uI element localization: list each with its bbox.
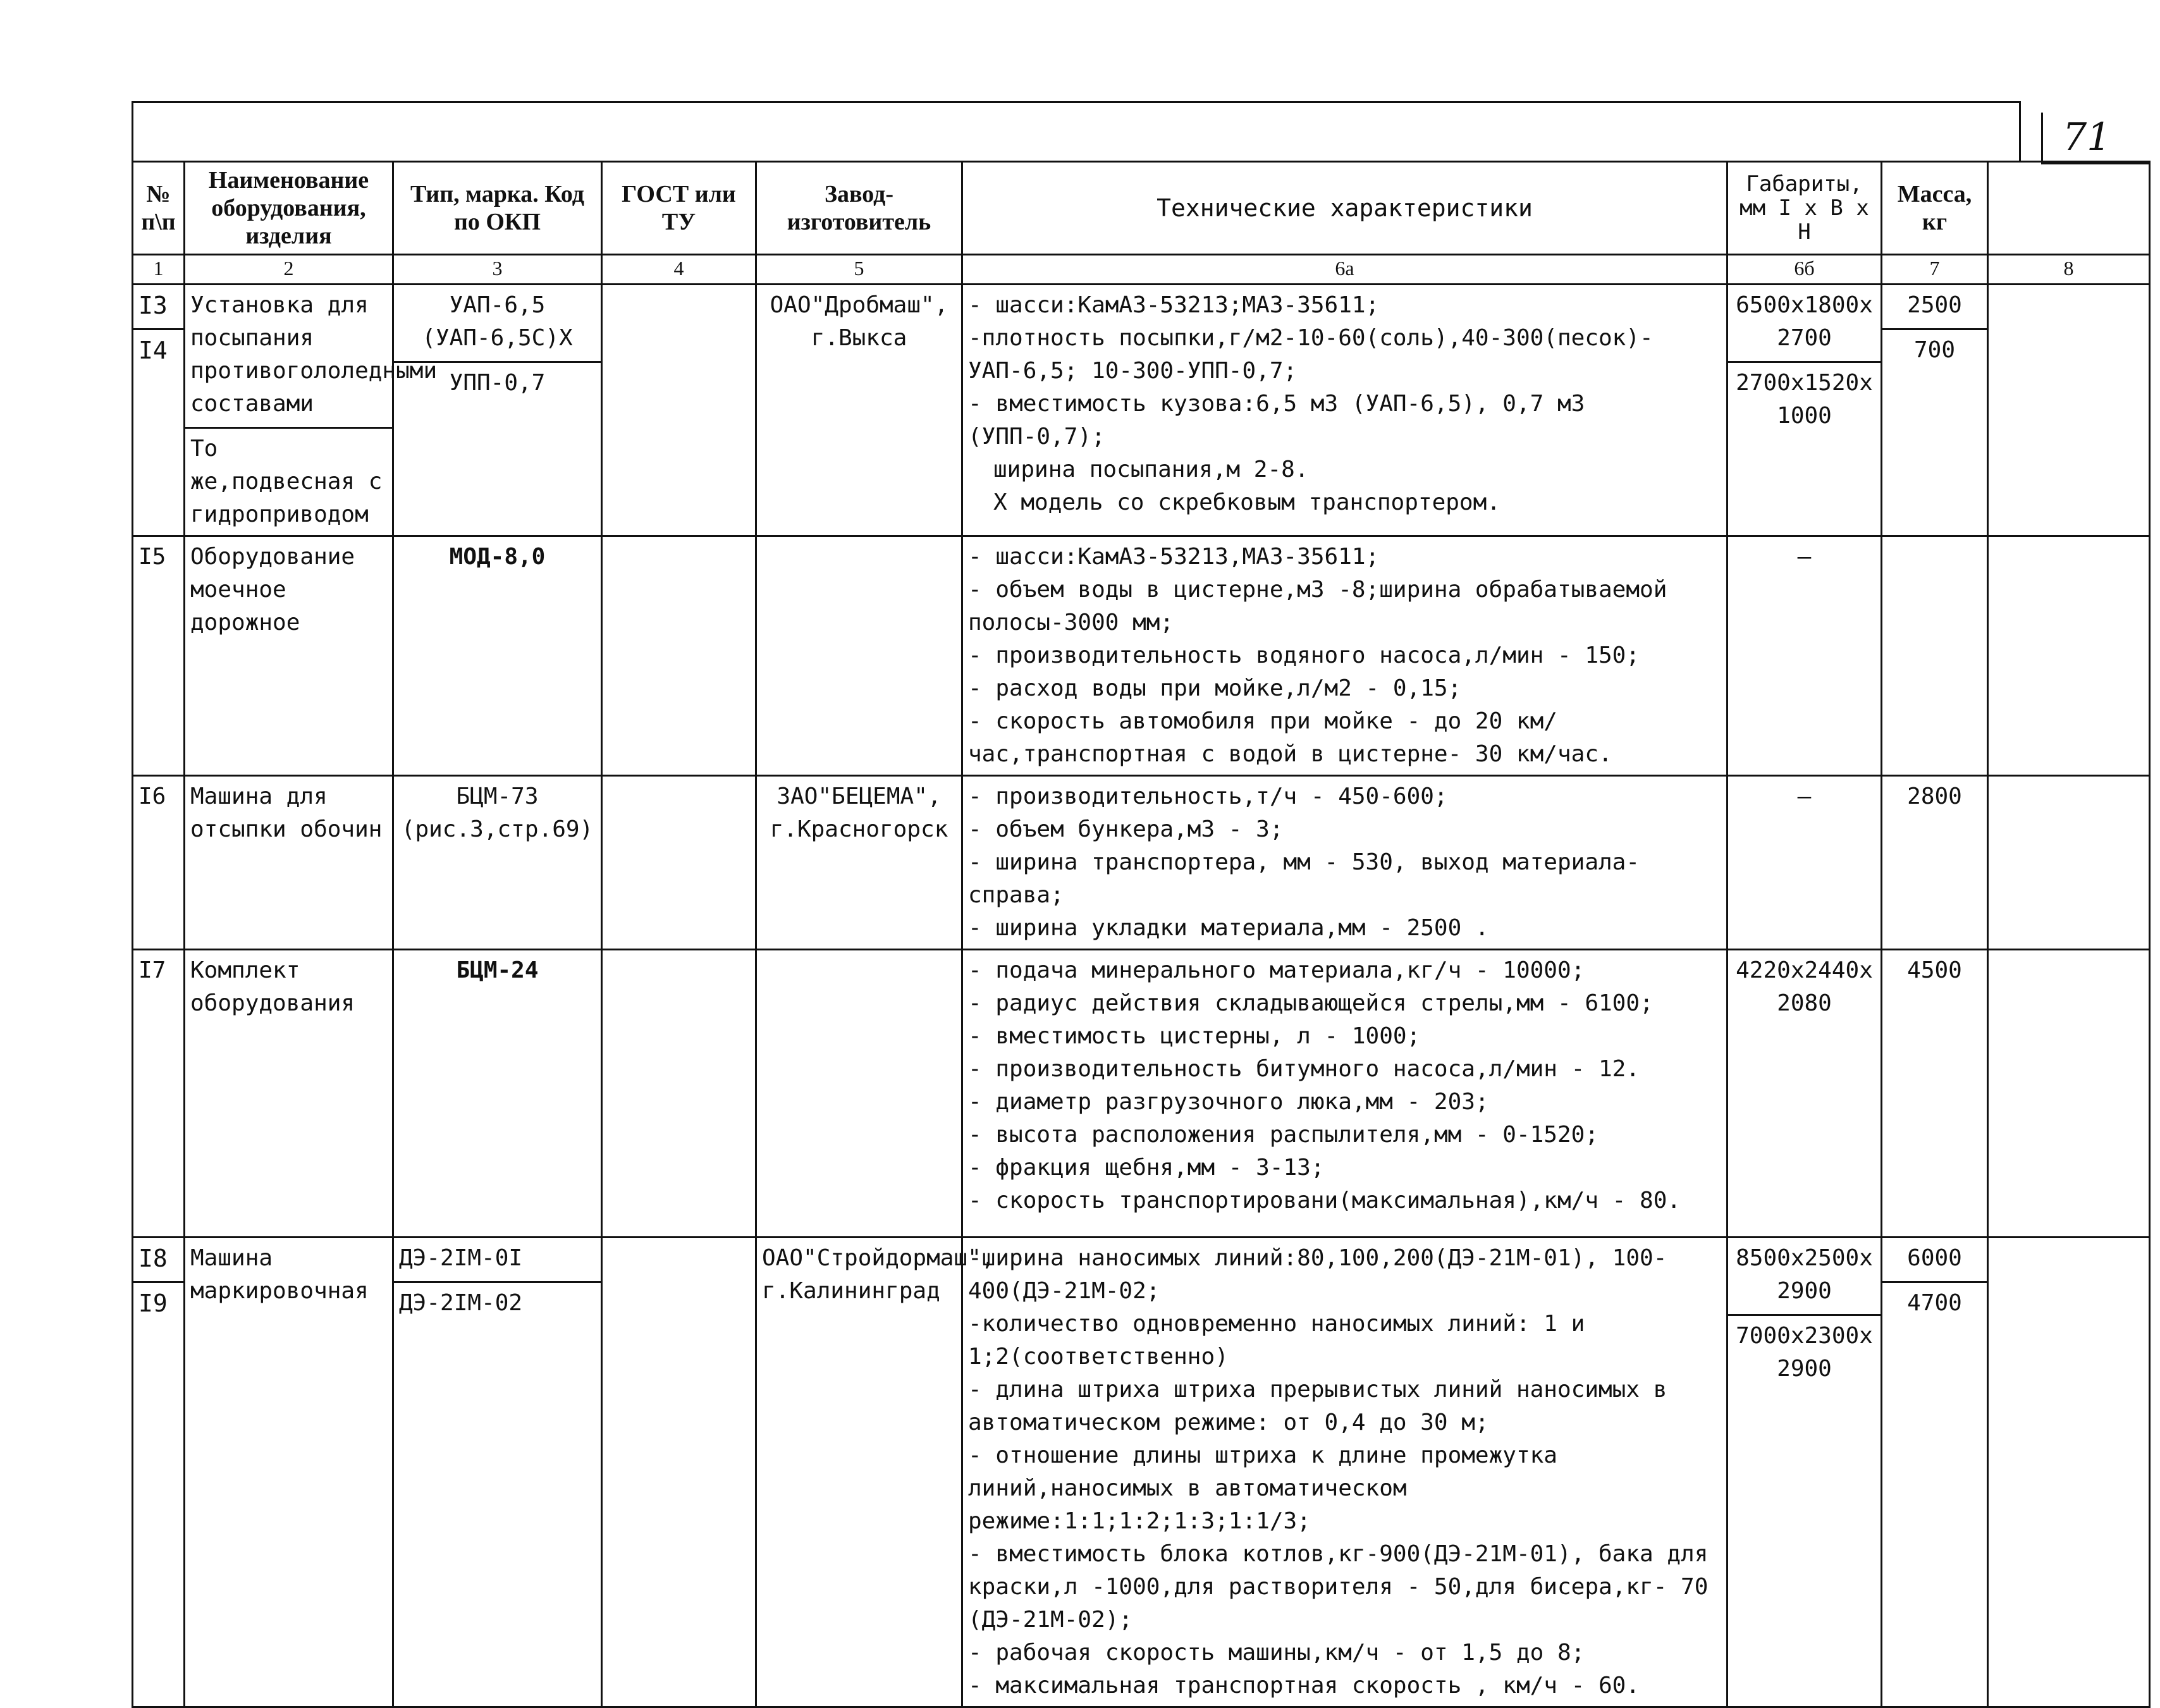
header-type: Тип, марка. Код по ОКП [393,162,602,255]
item-mass: 2800 [1882,776,1988,950]
spec-line: - скорость транспортировани(максимальная),км/ч - 80. [968,1188,1681,1213]
spec-line: - рабочая скорость машины,км/ч - от 1,5 до 8; [968,1640,1585,1666]
row-number: I7 [133,950,185,1238]
item-mass: 6000 [1907,1245,1962,1271]
equipment-table [132,161,2151,1708]
extra-cell [1988,776,2150,950]
table-row [133,536,2150,776]
maker-cell: ОАО"Стройдормаш", г.Калининград [756,1238,962,1707]
colnum: 2 [185,255,393,285]
item-name: Установка для посыпания противогололедными составами [190,292,438,417]
spec-line: - фракция щебня,мм - 3-13; [968,1155,1325,1181]
spec-line: - производительность водяного насоса,л/мин - 150; [968,642,1640,668]
spec-line: -ширина наносимых линий:80,100,200(ДЭ-21М-01), 100-400(ДЭ-21М-02; [968,1245,1667,1304]
spec-line: - производительность,т/ч - 450-600; [968,783,1448,809]
table-row [133,285,2150,536]
spec-line: ширина посыпания,м 2-8. [993,457,1309,482]
gost-cell [602,1238,756,1707]
maker-cell [756,536,962,776]
colnum: 3 [393,255,602,285]
row-number: I5 [133,536,185,776]
row-number: I4 [133,328,183,367]
spec-line: - скорость автомобиля при мойке - до 20 км/час,транспортная с водой в цистерне- 30 км/час. [968,708,1612,767]
item-mass [1882,536,1988,776]
item-type: УПП-0,7 [394,361,601,400]
item-name: Комплект оборудования [185,950,393,1238]
header-row [133,162,2150,255]
spec-line: - шасси:КамАЗ-53213;МАЗ-35611; [968,292,1380,318]
gost-cell [602,536,756,776]
spec-footnote: X модель со скребковым транспортером. [993,489,1500,515]
item-mass: 4500 [1882,950,1988,1238]
header-maker: Завод-изготовитель [756,162,962,255]
colnum: 8 [1988,255,2150,285]
header-name: Наименование оборудования, изделия [185,162,393,255]
spec-line: - объем бункера,м3 - 3; [968,816,1284,842]
item-dims: – [1727,536,1882,776]
table-row [133,1238,2150,1707]
header-specs: Технические характеристики [962,162,1727,255]
extra-cell [1988,536,2150,776]
extra-cell [1988,950,2150,1238]
item-type: БЦМ-73 (рис.3,стр.69) [393,776,602,950]
spec-line: - шасси:КамАЗ-53213,МАЗ-35611; [968,544,1380,570]
item-name: Машина маркировочная [185,1238,393,1707]
colnum: 6б [1727,255,1882,285]
row-number: I6 [133,776,185,950]
table-row [133,950,2150,1238]
item-dims: 7000x2300x 2900 [1728,1314,1881,1385]
header-extra [1988,162,2150,255]
item-type: МОД-8,0 [393,536,602,776]
maker-cell: ЗАО"БЕЦЕМА", г.Красногорск [756,776,962,950]
header-gost: ГОСТ или ТУ [602,162,756,255]
header-dims: Габариты, мм I x B x H [1727,162,1882,255]
item-dims: 8500x2500x 2900 [1736,1245,1873,1304]
column-number-row [133,255,2150,285]
table-top-frame [132,101,2021,161]
spec-line: - вместимость блока котлов,кг-900(ДЭ-21М-01), бака для краски,л -1000,для растворителя - 50,для бисера,кг- 70 (ДЭ-21М-02); [968,1541,1709,1633]
item-mass: 2500 [1907,292,1962,318]
header-mass: Масса, кг [1882,162,1988,255]
spec-line: -плотность посыпки,г/м2-10-60(соль),40-300(песок)-УАП-6,5; 10-300-УПП-0,7; [968,325,1654,384]
spec-line: -количество одновременно наносимых линий: 1 и 1;2(соответственно) [968,1311,1585,1370]
row-number: I8 [138,1244,168,1272]
table-row [133,776,2150,950]
row-number: I9 [133,1281,183,1320]
row-number: I3 [138,292,168,319]
item-name: Машина для отсыпки обочин [185,776,393,950]
gost-cell [602,285,756,536]
maker-cell: ОАО"Дробмаш", г.Выкса [756,285,962,536]
spec-line: - расход воды при мойке,л/м2 - 0,15; [968,675,1462,701]
colnum: 6а [962,255,1727,285]
gost-cell [602,776,756,950]
spec-line: - отношение длины штриха к длине промежутка линий,наносимых в автоматическом режиме:1:1;1:2;1:3;1:1/3; [968,1442,1557,1534]
item-type: ДЭ-2IМ-02 [394,1281,601,1320]
item-type: УАП-6,5 (УАП-6,5С)X [422,292,573,351]
spec-line: - подача минерального материала,кг/ч - 10000; [968,957,1585,983]
item-mass: 4700 [1882,1281,1987,1320]
page-number: 71 [2063,115,2111,159]
spec-line: - вместимость кузова:6,5 м3 (УАП-6,5), 0,7 м3 (УПП-0,7); [968,391,1585,450]
extra-cell [1988,285,2150,536]
item-mass: 700 [1882,328,1987,367]
extra-cell [1988,1238,2150,1707]
maker-cell [756,950,962,1238]
header-num: № п\п [133,162,185,255]
item-name: Оборудование моечное дорожное [185,536,393,776]
item-dims: 6500x1800x 2700 [1736,292,1873,351]
spec-line: - ширина транспортера, мм - 530, выход материала-справа; [968,849,1640,908]
spec-line: - производительность битумного насоса,л/мин - 12. [968,1056,1640,1082]
item-type: ДЭ-2IМ-0I [399,1245,523,1271]
colnum: 1 [133,255,185,285]
spec-line: - вместимость цистерны, л - 1000; [968,1023,1421,1049]
item-name: То же,подвесная с гидроприводом [185,427,392,531]
spec-line: - длина штриха штриха прерывистых линий наносимых в автоматическом режиме: от 0,4 до 30 м; [968,1377,1667,1435]
spec-line: - максимальная транспортная скорость , км/ч - 60. [968,1673,1640,1699]
gost-cell [602,950,756,1238]
spec-line: - диаметр разгрузочного люка,мм - 203; [968,1089,1489,1115]
item-dims: 2700x1520x 1000 [1728,361,1881,433]
colnum: 4 [602,255,756,285]
spec-line: - радиус действия складывающейся стрелы,мм - 6100; [968,990,1654,1016]
spec-line: - высота расположения распылителя,мм - 0-1520; [968,1122,1599,1148]
colnum: 5 [756,255,962,285]
spec-line: - ширина укладки материала,мм - 2500 . [968,915,1489,941]
colnum: 7 [1882,255,1988,285]
spec-line: - объем воды в цистерне,м3 -8;ширина обрабатываемой полосы-3000 мм; [968,577,1667,636]
item-type: БЦМ-24 [393,950,602,1238]
item-dims: – [1727,776,1882,950]
item-dims: 4220x2440x 2080 [1727,950,1882,1238]
